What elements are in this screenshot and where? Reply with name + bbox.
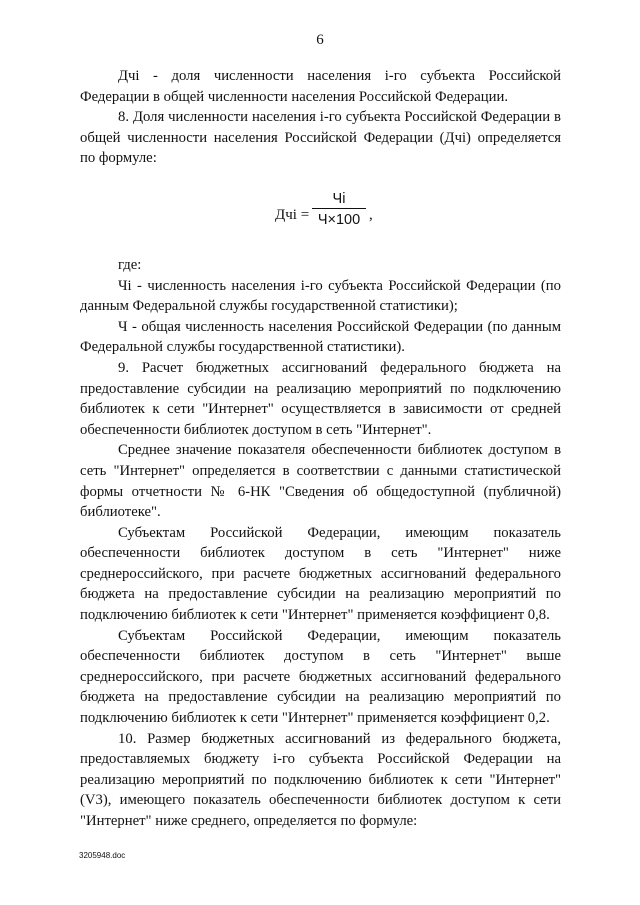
formula-lhs: Дчi = — [275, 206, 310, 223]
fraction-bar — [312, 208, 366, 209]
formula-denominator: Ч×100 — [317, 211, 361, 228]
document-body — [80, 66, 561, 832]
paragraph-item-10: 10. Размер бюджетных ассигнований из федерального бюджета, предоставляемых бюджету i-го субъекта Российской Федерации на реализацию мероприятий по подключению библиотек к сети "Интернет" (V3), имеющего показатель обеспеченности библиотек доступом к сети "Интернет" ниже среднего, определяется по формуле: — [80, 730, 561, 829]
formula-numerator: Чi — [332, 190, 346, 207]
paragraph-coefficient-above: Субъектам Российской Федерации, имеющим показатель обеспеченности библиотек доступом в сеть "Интернет" выше среднероссийского, при расчете бюджетных ассигнований федерального бюджета на предоставление субсидии на реализацию мероприятий по подключению библиотек к сети "Интернет" применяется коэффициент 0,2. — [80, 627, 561, 727]
page-number: 6 — [316, 32, 324, 48]
where-label: где: — [118, 256, 142, 273]
footer-doc-id: 3205948.doc — [79, 851, 126, 860]
paragraph-item-8: 8. Доля численности населения i-го субъекта Российской Федерации в общей численности населения Российской Федерации (Дчi) определяется по формуле: — [80, 109, 561, 167]
paragraph-average-indicator: Среднее значение показателя обеспеченности библиотек доступом в сеть "Интернет" определяется в соответствии с данными статистической формы отчетности № 6-НК "Сведения об общедоступной (публичной) библиотеке". — [80, 442, 561, 521]
paragraph-item-9: 9. Расчет бюджетных ассигнований федерального бюджета на предоставление субсидии на реализацию мероприятий по подключению библиотек к сети "Интернет" осуществляется в зависимости от средней обеспеченности библиотек доступом в сеть "Интернет". — [80, 359, 561, 438]
paragraph-coefficient-below: Субъектам Российской Федерации, имеющим показатель обеспеченности библиотек доступом в сеть "Интернет" ниже среднероссийского, при расчете бюджетных ассигнований федерального бюджета на предоставление субсидии на реализацию мероприятий по подключению библиотек к сети "Интернет" применяется коэффициент 0,8. — [80, 524, 561, 624]
paragraph-chi-definition: Чi - численность населения i-го субъекта Российской Федерации (по данным Федеральной службы государственной статистики); — [80, 277, 561, 315]
formula-comma: , — [369, 206, 373, 223]
formula-dch — [80, 175, 561, 255]
formula-fraction — [312, 191, 366, 229]
paragraph-dch-definition: Дчi - доля численности населения i-го субъекта Российской Федерации в общей численности населения Российской Федерации. — [80, 68, 561, 105]
paragraph-ch-definition: Ч - общая численность населения Российской Федерации (по данным Федеральной службы государственной статистики). — [80, 318, 561, 356]
